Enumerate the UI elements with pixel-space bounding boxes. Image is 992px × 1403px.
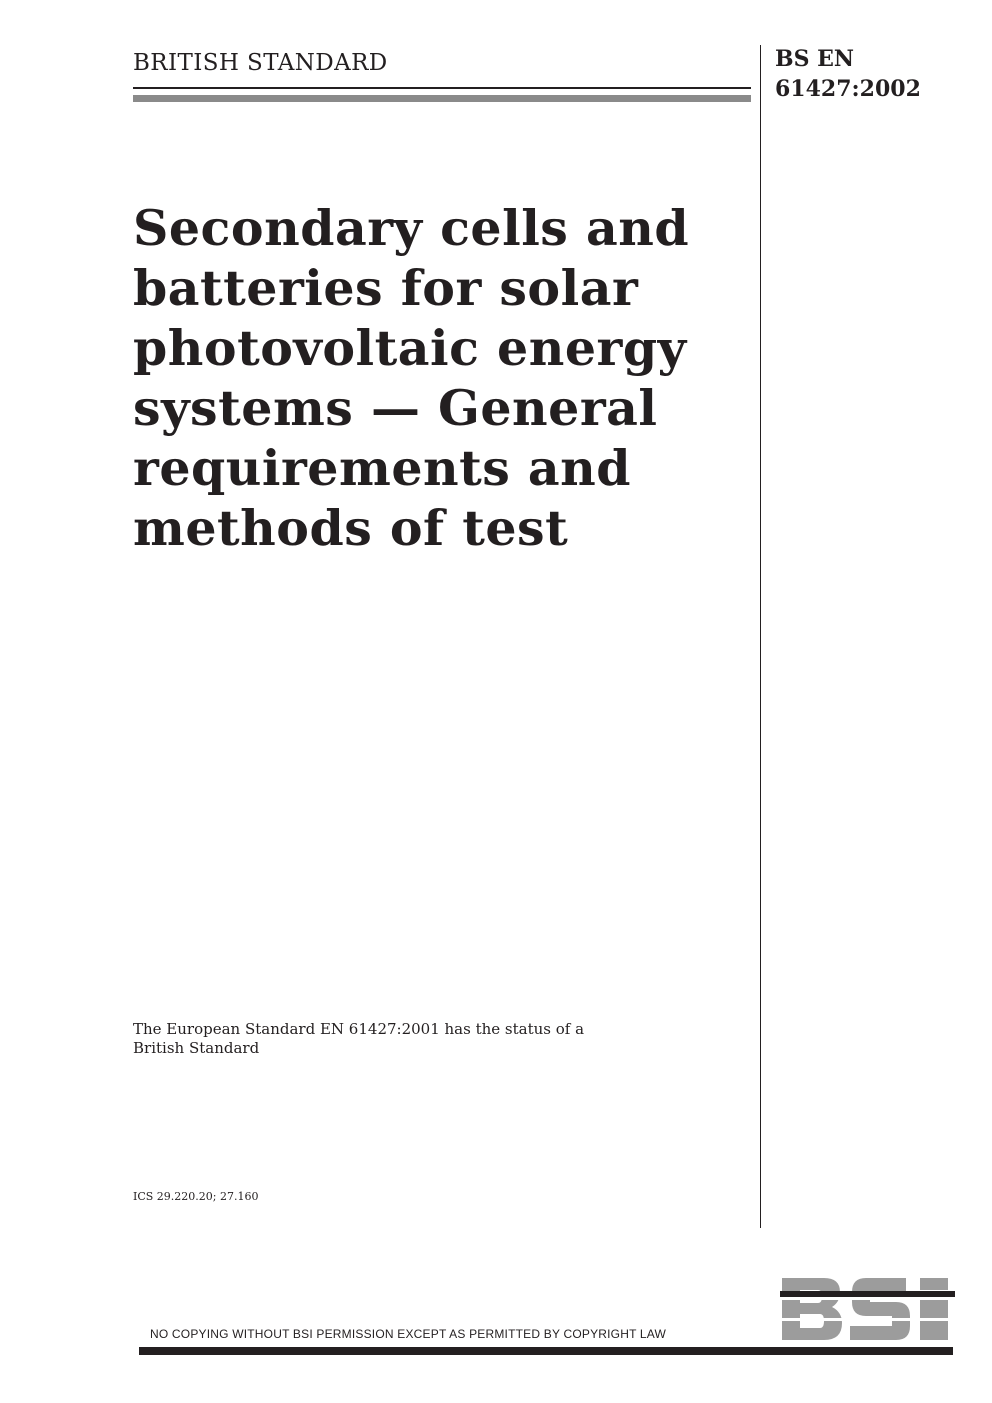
title-line: batteries for solar <box>133 259 639 317</box>
title-line: systems — General <box>133 379 658 437</box>
bsi-logo <box>780 1276 955 1342</box>
header-rule-thick <box>133 95 751 102</box>
standard-number-line2: 61427:2002 <box>775 76 921 102</box>
copyright-notice: NO COPYING WITHOUT BSI PERMISSION EXCEPT AS PERMITTED BY COPYRIGHT LAW <box>150 1327 667 1341</box>
ics-code: ICS 29.220.20; 27.160 <box>133 1190 259 1203</box>
title-line: methods of test <box>133 499 569 557</box>
status-line: British Standard <box>133 1039 260 1057</box>
standard-number <box>775 44 921 104</box>
vertical-divider <box>760 45 761 1228</box>
header-label: BRITISH STANDARD <box>133 50 388 76</box>
status-line: The European Standard EN 61427:2001 has the status of a <box>133 1020 585 1038</box>
title-line: Secondary cells and <box>133 199 690 257</box>
header-rule-thin <box>133 87 751 89</box>
standard-number-line1: BS EN <box>775 46 855 72</box>
status-statement <box>133 1020 613 1058</box>
title-line: requirements and <box>133 439 632 497</box>
title-line: photovoltaic energy <box>133 319 687 377</box>
document-title <box>133 198 733 558</box>
footer-rule <box>139 1347 953 1355</box>
